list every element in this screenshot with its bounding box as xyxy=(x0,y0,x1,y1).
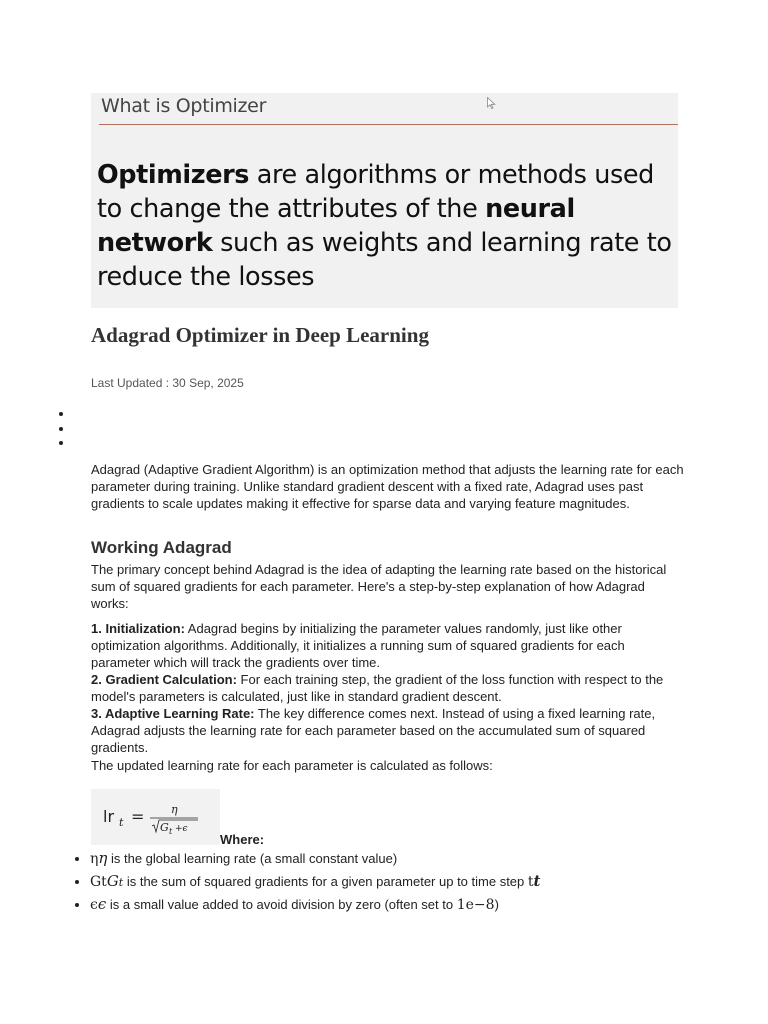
step-adaptive-learning-rate xyxy=(91,705,686,756)
step-initialization xyxy=(91,620,686,671)
banner-divider xyxy=(99,124,678,125)
formula-lhs: lr xyxy=(103,807,115,826)
step-label: 2. Gradient Calculation: xyxy=(91,672,237,687)
where-item-eta xyxy=(90,850,690,868)
mouse-cursor-icon xyxy=(487,97,496,109)
calc-line: The updated learning rate for each parameter is calculated as follows: xyxy=(91,758,493,773)
symbol-epsilon-italic: ϵ xyxy=(97,895,107,913)
symbol-eta: η xyxy=(90,851,99,867)
intro-paragraph: Adagrad (Adaptive Gradient Algorithm) is an optimization method that adjusts the learning rate for each parameter during training. Unlike standard gradient descent with a fixed rate, Adagrad uses past gradients to scale updates making it effective for sparse data and varying feature magnitudes. xyxy=(91,462,684,511)
formula-lhs-sub: t xyxy=(119,816,124,829)
symbol-g-sub: t xyxy=(118,876,124,889)
step-gradient-calculation xyxy=(91,671,686,705)
where-item-epsilon xyxy=(90,896,690,914)
symbol-gt: Gt xyxy=(90,874,107,890)
formula-denominator: G xyxy=(160,821,169,834)
symbol-t: t xyxy=(527,874,534,890)
symbol-1e-8: 1e−8 xyxy=(456,897,495,913)
primary-concept-paragraph: The primary concept behind Adagrad is the idea of adapting the learning rate based on the historical sum of squared gradients for each parameter. Here's a step-by-step explanation of how Adagrad works: xyxy=(91,562,667,611)
where-item-text: is a small value added to avoid division by zero (often set to xyxy=(106,897,457,912)
symbol-epsilon: ϵ xyxy=(90,897,98,913)
article-title: Adagrad Optimizer in Deep Learning xyxy=(91,323,429,347)
symbol-g-italic: G xyxy=(106,872,119,890)
where-label: Where: xyxy=(220,832,265,847)
banner-definition xyxy=(97,158,673,294)
where-list xyxy=(74,850,690,919)
banner-text-part: are algorithms or methods used to change the attributes of the xyxy=(97,160,654,224)
banner-text-part: such as weights and learning rate to reduce the losses xyxy=(97,228,672,292)
banner-bold-optimizers: Optimizers xyxy=(97,160,250,190)
formula-den-plus: +ϵ xyxy=(175,824,188,834)
step-text: Adagrad begins by initializing the parameter values randomly, just like other optimization algorithms. Additionally, it initializes a running sum of squared gradients for each parameter which will track the gradients over time. xyxy=(91,621,625,670)
banner-bold-neural-network: neural network xyxy=(97,194,575,258)
symbol-t-italic: t xyxy=(533,872,541,890)
optimizer-banner-image xyxy=(91,93,678,308)
steps-block xyxy=(91,620,686,756)
where-item-text: is the sum of squared gradients for a given parameter up to time step xyxy=(123,874,528,889)
empty-bullet-list xyxy=(58,407,74,451)
banner-title: What is Optimizer xyxy=(101,95,267,117)
formula-numerator: η xyxy=(171,803,178,816)
where-item-gt xyxy=(90,873,690,891)
where-item-tail: ) xyxy=(494,897,499,912)
last-updated: Last Updated : 30 Sep, 2025 xyxy=(91,376,244,390)
section-heading: Working Adagrad xyxy=(91,538,232,557)
learning-rate-formula xyxy=(91,789,220,845)
step-label: 3. Adaptive Learning Rate: xyxy=(91,706,255,721)
step-text: The key difference comes next. Instead of using a fixed learning rate, Adagrad adjusts the learning rate for each parameter based on the accumulated sum of squared gradients. xyxy=(91,706,656,755)
formula-den-sub: t xyxy=(169,827,173,836)
step-text: For each training step, the gradient of the loss function with respect to the model's parameters is calculated, just like in standard gradient descent. xyxy=(91,672,664,704)
where-item-text: is the global learning rate (a small constant value) xyxy=(107,851,398,866)
symbol-eta-italic: η xyxy=(98,849,108,867)
step-label: 1. Initialization: xyxy=(91,621,185,636)
formula-equals: = xyxy=(131,807,145,826)
